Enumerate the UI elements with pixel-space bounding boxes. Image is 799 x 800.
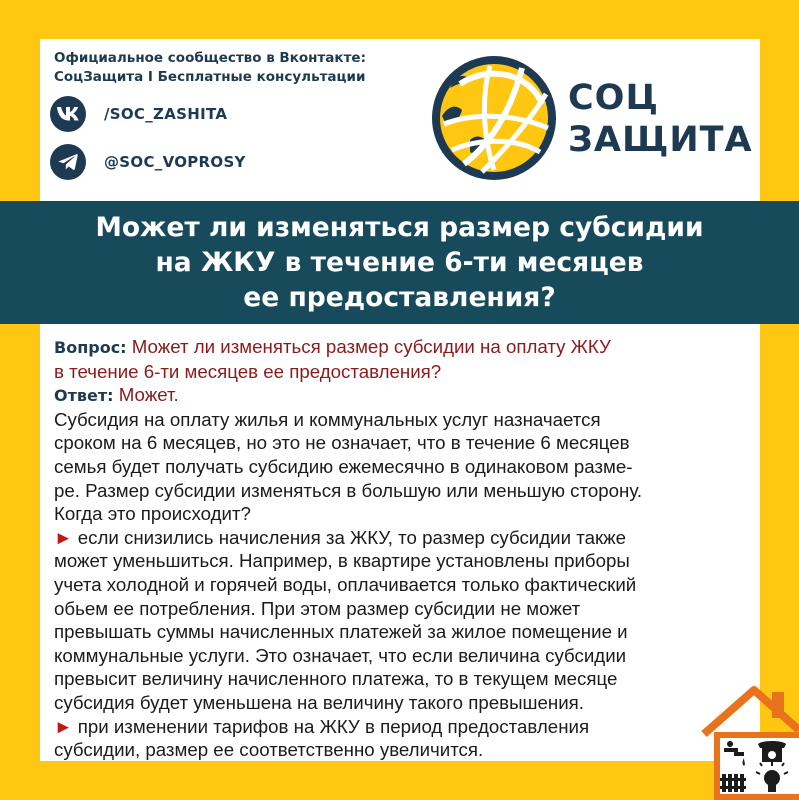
- answer-label: Ответ:: [54, 386, 114, 406]
- vk-handle: /SOC_ZASHITA: [104, 105, 228, 123]
- community-label: [54, 49, 414, 87]
- telegram-handle: @SOC_VOPROSY: [104, 153, 246, 171]
- answer-text: Может.: [118, 384, 179, 406]
- community-line-1: Официальное сообщество в Вконтакте:: [54, 50, 366, 66]
- vk-link[interactable]: [50, 96, 227, 132]
- paragraph-line: семья будет получать субсидию ежемесячно в одинаковом разме-: [54, 455, 633, 477]
- bullet-marker: ►: [54, 526, 73, 548]
- paragraph-line: Субсидия на оплату жилья и коммунальных услуг назначается: [54, 408, 601, 430]
- logo-line-1: СОЦ: [568, 78, 659, 118]
- headline-line-1: Может ли изменяться размер субсидии: [95, 212, 704, 243]
- bullet-1-line: учета холодной и горячей воды, оплачивается только фактический: [54, 573, 637, 595]
- bullet-1-line: субсидия будет уменьшена на величину такого превышения.: [54, 691, 584, 713]
- header-panel: [40, 39, 760, 201]
- headline-band: [0, 201, 799, 324]
- bullet-2-line: субсидии, размер ее соответственно увеличится.: [54, 739, 484, 761]
- house-utilities-icon: [700, 682, 799, 800]
- question-label: Вопрос:: [54, 338, 127, 357]
- logo-line-2: ЗАЩИТА: [568, 120, 753, 160]
- bullet-1-line: превысит величину начисленного платежа, то в текущем месяце: [54, 668, 618, 690]
- paragraph-line: ре. Размер субсидии изменяться в большую или меньшую сторону.: [54, 479, 643, 501]
- answer-line: [54, 383, 756, 408]
- article-body: [54, 335, 756, 762]
- bullet-1-line: коммунальные услуги. Это означает, что если величина субсидии: [54, 644, 627, 666]
- question-line-1: [54, 335, 756, 360]
- question-text-1: Может ли изменяться размер субсидии на оплату ЖКУ: [131, 336, 611, 357]
- bullet-1-text: если снизились начисления за ЖКУ, то размер субсидии также: [77, 526, 627, 548]
- globe-icon: [430, 54, 558, 182]
- telegram-link[interactable]: [50, 144, 246, 180]
- telegram-icon: [50, 144, 86, 180]
- bullet-1-line: превышать суммы начисленных платежей за жилое помещение и: [54, 621, 628, 643]
- bullet-1-line: обьем ее потребления. При этом размер субсидии не может: [54, 597, 581, 619]
- headline-line-2: на ЖКУ в течение 6-ти месяцев: [155, 247, 644, 278]
- paragraph-line: сроком на 6 месяцев, но это не означает, что в течение 6 месяцев: [54, 432, 630, 454]
- question-text-2: в течение 6-ти месяцев ее предоставления?: [54, 360, 442, 382]
- bullet-2-text: при изменении тарифов на ЖКУ в период предоставления: [77, 715, 590, 737]
- vk-icon: [50, 96, 86, 132]
- paragraph-line: Когда это происходит?: [54, 503, 251, 525]
- community-line-2: СоцЗащита I Бесплатные консультации: [54, 69, 366, 85]
- bullet-marker: ►: [54, 715, 73, 737]
- bullet-1-line: может уменьшиться. Например, в квартире установлены приборы: [54, 550, 630, 572]
- content-panel: [40, 324, 760, 761]
- bullet-2-first-line: [54, 715, 756, 739]
- bullet-1-first-line: [54, 526, 756, 550]
- logo-wordmark: [568, 77, 753, 161]
- headline-line-3: ее предоставления?: [243, 282, 556, 313]
